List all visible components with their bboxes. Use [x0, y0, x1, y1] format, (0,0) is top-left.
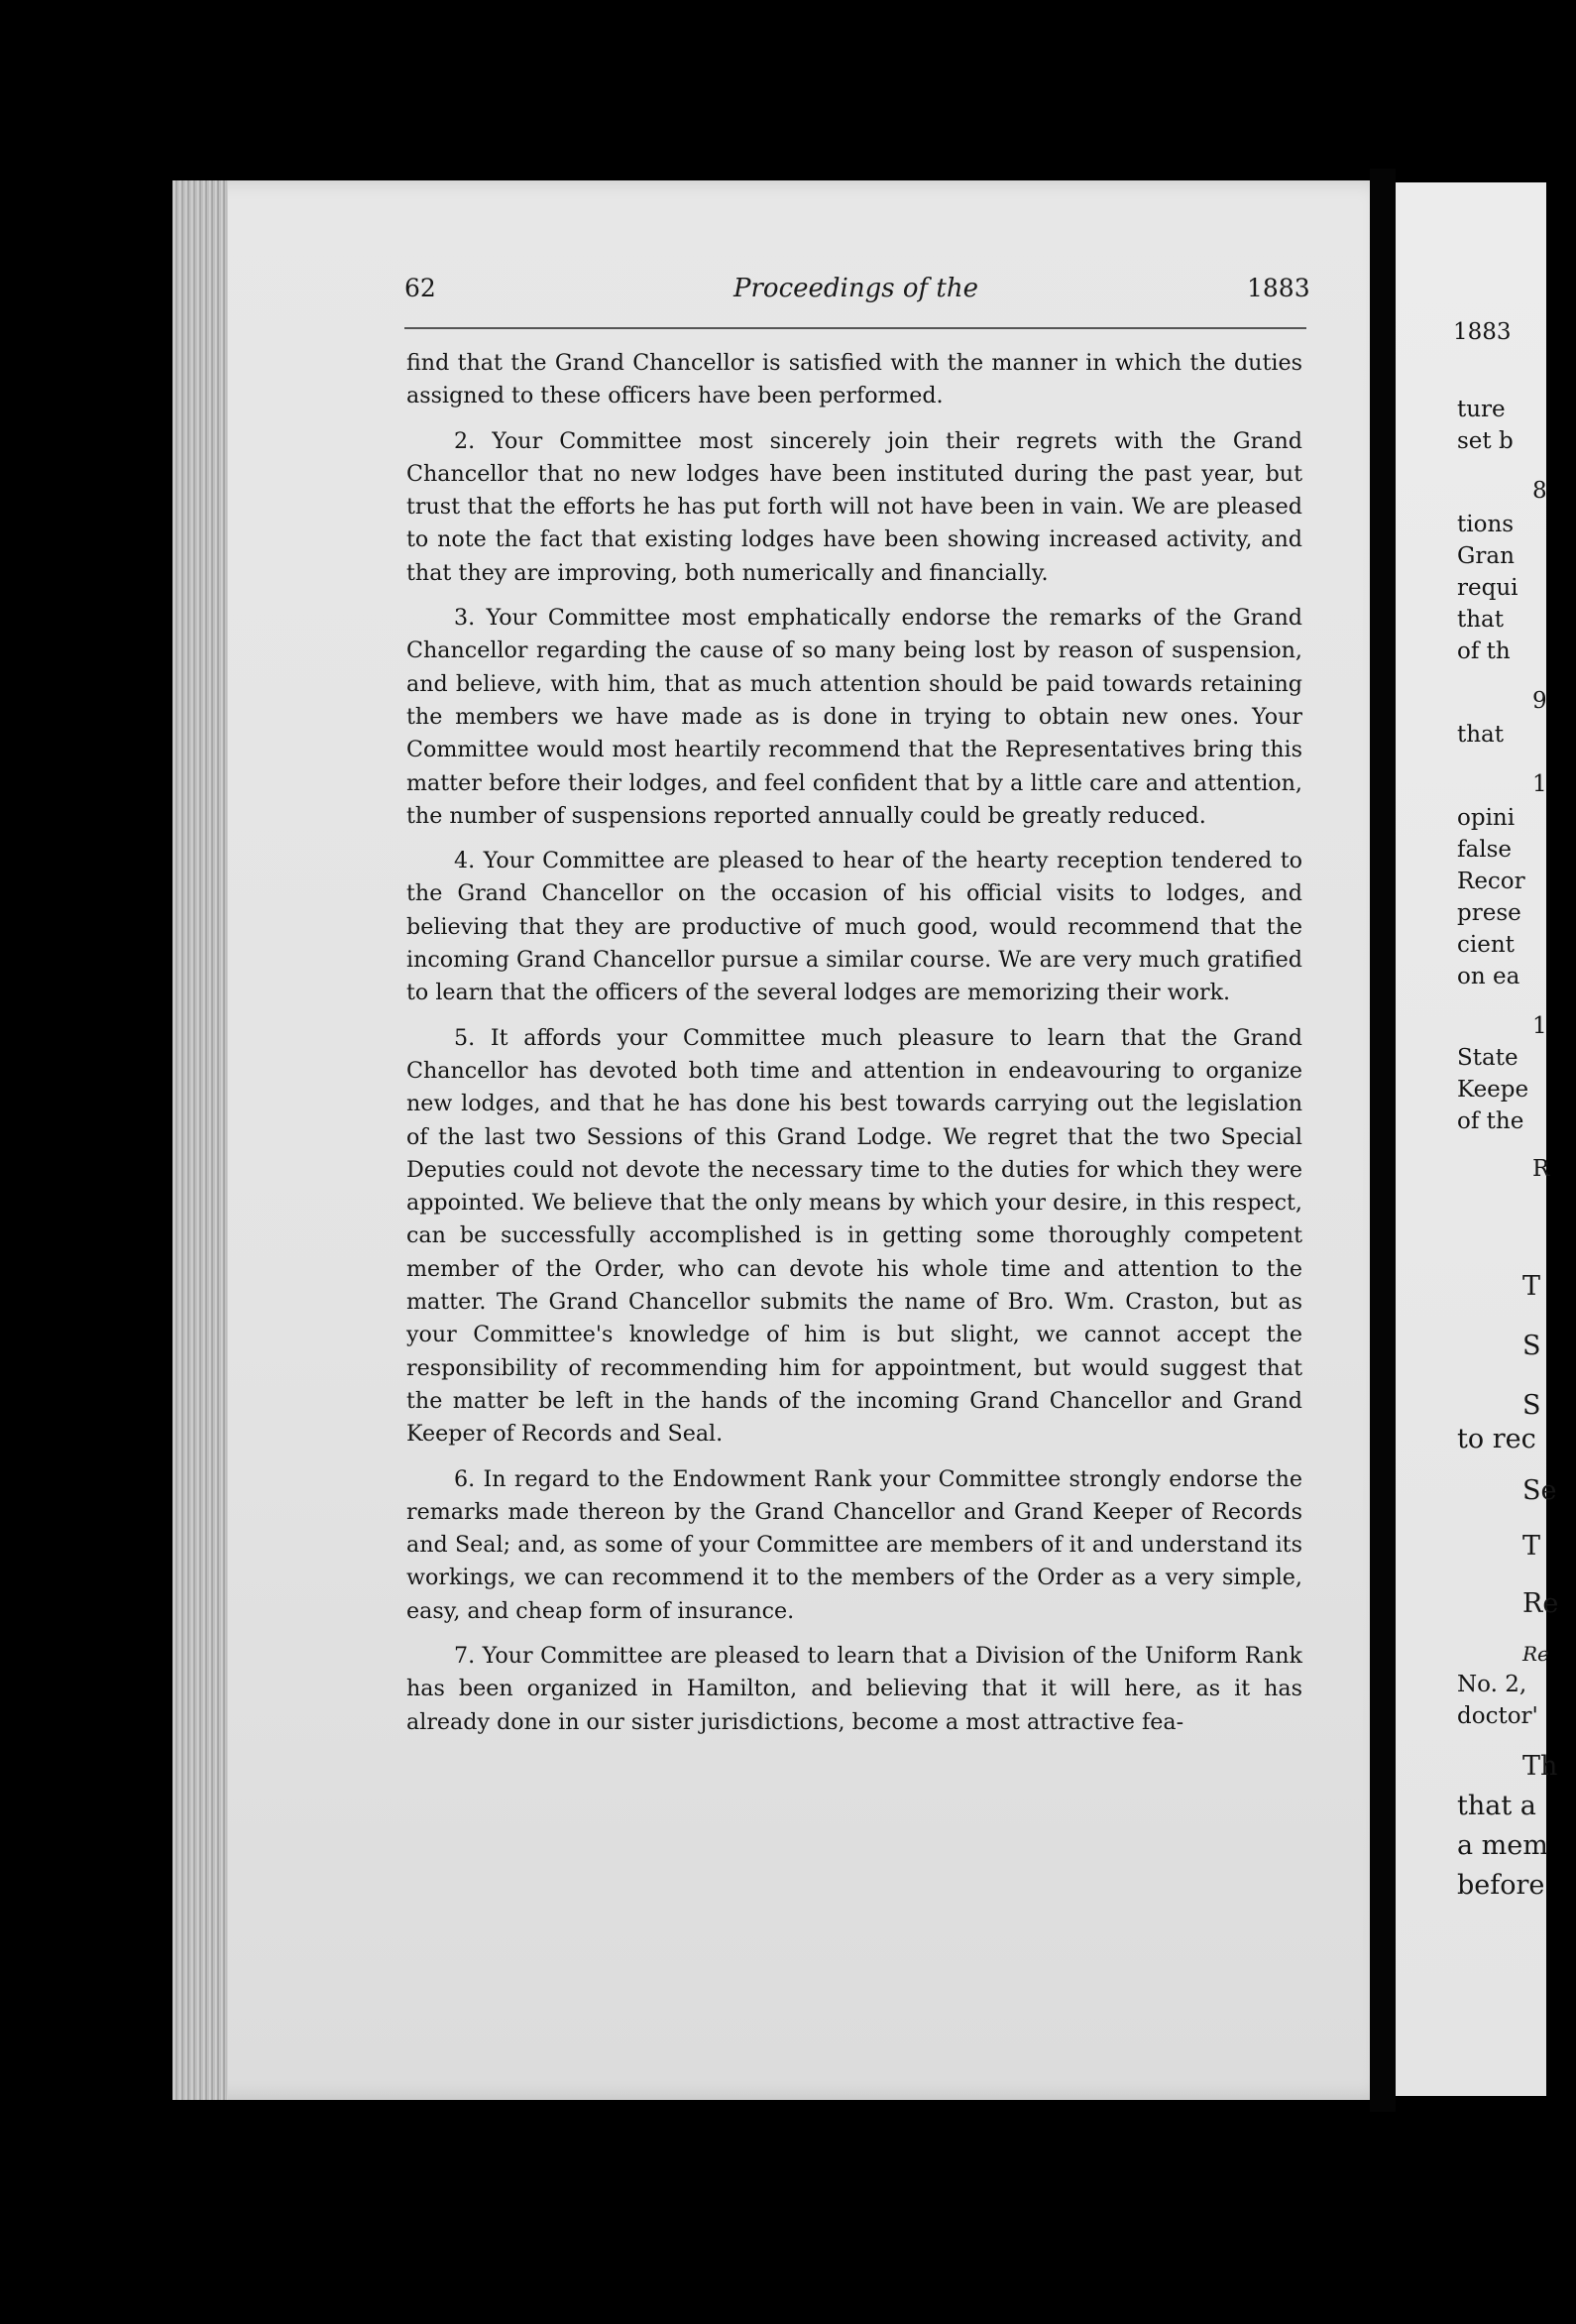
right-fragment: 1	[1532, 1013, 1547, 1039]
right-fragment: on ea	[1457, 964, 1520, 989]
right-fragment: 8	[1532, 478, 1547, 504]
header-rule	[404, 327, 1306, 329]
right-fragment: of the	[1457, 1108, 1524, 1134]
right-fragment: Re	[1522, 1642, 1549, 1666]
book-gutter	[1370, 169, 1396, 2112]
right-fragment: of th	[1457, 639, 1511, 664]
right-fragment: set b	[1457, 428, 1514, 454]
right-fragment: tions	[1457, 512, 1515, 537]
right-fragment: that	[1457, 722, 1505, 748]
right-fragment: opini	[1457, 805, 1516, 831]
right-fragment: Th	[1522, 1751, 1558, 1782]
right-fragment: Gran	[1457, 543, 1515, 569]
right-fragment: S	[1522, 1331, 1541, 1361]
right-fragment: Keepe	[1457, 1077, 1529, 1103]
right-fragment: 1883	[1453, 319, 1512, 345]
paragraph-continued: find that the Grand Chancellor is satisfied with the manner in which the duties assigned to these officers have been performed.	[406, 350, 1302, 409]
right-fragment: ture	[1457, 397, 1506, 422]
right-fragment: T	[1522, 1531, 1541, 1562]
right-fragment: that a	[1457, 1791, 1536, 1821]
page-number: 62	[404, 274, 436, 302]
paragraph-5: 5. It affords your Committee much pleasure to learn that the Grand Chancellor has devoted both time and attention in endeavouring to organize new lodges, and that he has done his best towards carrying out the legislation of the last two Sessions of this Grand Lodge. We regret that the two Special Deputies could not devote the necessary time to the duties for which they were appointed. We believe that the only means by which your desire, in this respect, can be successfully accomplished is in getting some thoroughly competent member of the Order, who can devote his whole time and attention to the matter. The Grand Chancellor submits the name of Bro. Wm. Craston, but as your Committee's knowledge of him is but slight, we cannot accept the responsibility of recommending him for appointment, but would suggest that the matter be left in the hands of the incoming Grand Chancellor and Grand Keeper of Records and Seal.	[406, 1024, 1302, 1448]
page-body	[406, 347, 1302, 1751]
right-fragment: Se	[1522, 1475, 1557, 1506]
right-fragment: false	[1457, 837, 1512, 863]
right-fragment: to rec	[1457, 1424, 1536, 1454]
right-fragment: cient	[1457, 932, 1515, 958]
right-fragment: No. 2,	[1457, 1672, 1527, 1697]
header-year: 1883	[1247, 274, 1310, 302]
paragraph-6: 6. In regard to the Endowment Rank your Committee strongly endorse the remarks made thereon by the Grand Chancellor and Grand Keeper of Records and Seal; and, as some of your Committee are members of it and understand its workings, we can recommend it to the members of the Order as a very simple, easy, and cheap form of insurance.	[406, 1465, 1302, 1624]
right-fragment: State	[1457, 1045, 1519, 1071]
right-fragment: R	[1532, 1156, 1550, 1182]
right-fragment: before	[1457, 1870, 1545, 1901]
right-fragment: T	[1522, 1271, 1541, 1302]
right-fragment: 1	[1532, 771, 1547, 797]
right-fragment: requi	[1457, 575, 1519, 601]
paragraph-3: 3. Your Committee most emphatically endorse the remarks of the Grand Chancellor regarding the cause of so many being lost by reason of suspension, and believe, with him, that as much attention should be paid towards retaining the members we have made as is done in trying to obtain new ones. Your Committee would most heartily recommend that the Representatives bring this matter before their lodges, and feel confident that by a little care and attention, the number of suspensions reported annually could be greatly reduced.	[406, 605, 1302, 829]
right-fragment: 9	[1532, 688, 1547, 714]
right-fragment: that	[1457, 607, 1505, 633]
right-fragment: Recor	[1457, 869, 1525, 894]
running-title: Proceedings of the	[733, 274, 978, 303]
right-fragment: a mem	[1457, 1830, 1548, 1861]
paragraph-4: 4. Your Committee are pleased to hear of the hearty reception tendered to the Grand Chancellor on the occasion of his official visits to lodges, and believing that they are productive of much good, would recommend that the incoming Grand Chancellor pursue a similar course. We are very much gratified to learn that the officers of the several lodges are memorizing their work.	[406, 848, 1302, 1006]
right-fragment: S	[1522, 1390, 1541, 1421]
paragraph-2: 2. Your Committee most sincerely join their regrets with the Grand Chancellor that no new lodges have been instituted during the past year, but trust that the efforts he has put forth will not have been in vain. We are pleased to note the fact that existing lodges have been showing increased activity, and that they are improving, both numerically and financially.	[406, 427, 1302, 586]
page-edge-stack	[172, 180, 228, 2100]
paragraph-7: 7. Your Committee are pleased to learn that a Division of the Uniform Rank has been organized in Hamilton, and believing that it will here, as it has already done in our sister jurisdictions, become a most attractive fea-	[406, 1642, 1302, 1735]
right-fragment: Re	[1522, 1588, 1559, 1619]
right-fragment: doctor'	[1457, 1703, 1538, 1729]
right-fragment: prese	[1457, 900, 1521, 926]
